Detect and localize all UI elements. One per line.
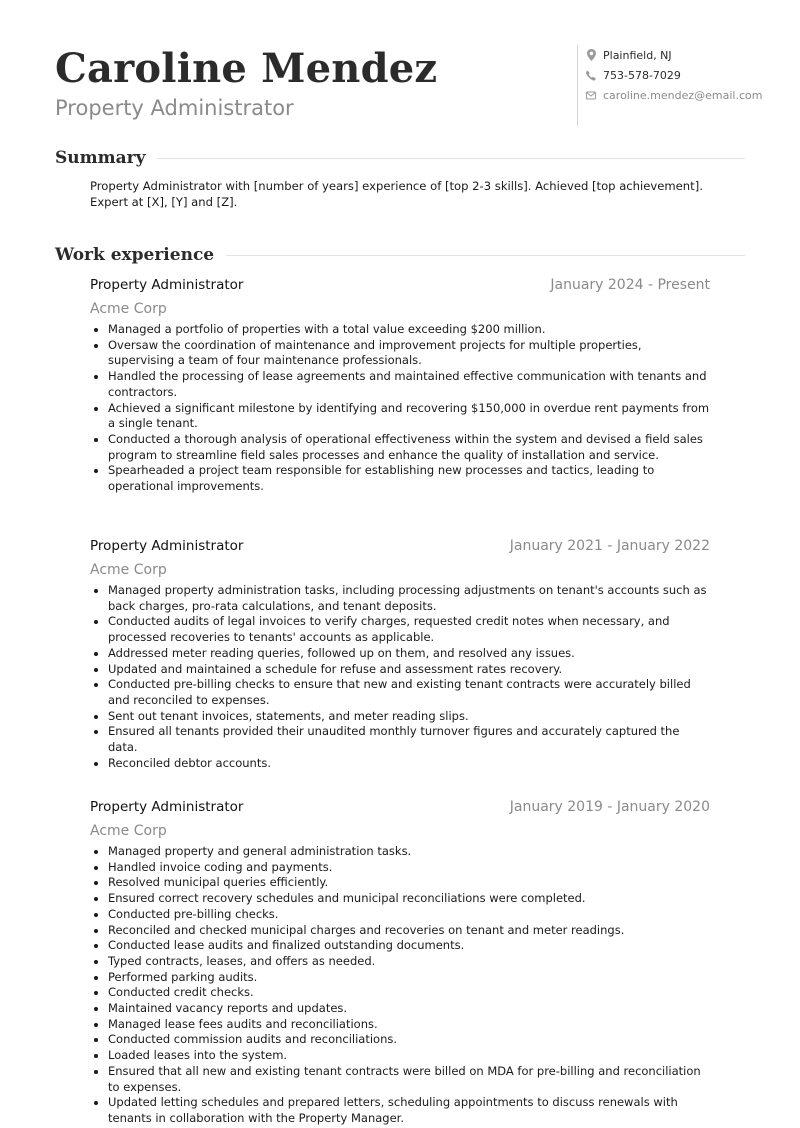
job-dates: January 2021 - January 2022 [509,538,710,554]
contact-email[interactable] [586,85,762,105]
job-title: Property Administrator [90,277,244,293]
job-entry [90,535,710,771]
phone-icon [586,69,596,81]
bullet-item: Handled the processing of lease agreements and maintained effective communication with tenants and contractors. [90,369,710,400]
experience-heading: Work experience [55,245,215,265]
section-divider [157,158,745,159]
bullet-item: Conducted commission audits and reconciliations. [90,1032,710,1048]
bullet-item: Conducted pre-billing checks. [90,907,710,923]
summary-section-header [55,147,745,169]
candidate-title: Property Administrator [55,96,294,120]
job-company: Acme Corp [90,301,167,317]
job-bullets [90,583,710,771]
contact-block [577,45,762,126]
section-divider [226,255,745,256]
experience-section-header [55,244,745,266]
bullet-item: Handled invoice coding and payments. [90,860,710,876]
bullet-item: Updated letting schedules and prepared letters, scheduling appointments to discuss renewals with tenants in collaboration with the Property Manager. [90,1095,710,1126]
summary-text: Property Administrator with [number of years] experience of [top 2-3 skills]. Achieved [top achievement]. Expert at [X], [Y] and [Z]. [90,179,703,209]
bullet-item: Managed a portfolio of properties with a total value exceeding $200 million. [90,322,710,338]
bullet-item: Managed lease fees audits and reconciliations. [90,1017,710,1033]
job-dates: January 2024 - Present [550,277,710,293]
bullet-item: Ensured that all new and existing tenant contracts were billed on MDA for pre-billing and reconciliation to expenses. [90,1064,710,1095]
bullet-item: Reconciled debtor accounts. [90,756,710,772]
bullet-item: Resolved municipal queries efficiently. [90,875,710,891]
bullet-item: Loaded leases into the system. [90,1048,710,1064]
job-bullets [90,322,710,495]
job-company: Acme Corp [90,823,167,839]
job-bullets [90,844,710,1127]
bullet-item: Achieved a significant milestone by identifying and recovering $150,000 in overdue rent payments from a single tenant. [90,401,710,432]
bullet-item: Oversaw the coordination of maintenance and improvement projects for multiple properties, supervising a team of four maintenance professionals. [90,338,710,369]
bullet-item: Sent out tenant invoices, statements, and meter reading slips. [90,709,710,725]
bullet-item: Spearheaded a project team responsible for establishing new processes and tactics, leading to operational improvements. [90,463,710,494]
map-pin-icon [586,49,596,61]
candidate-name: Caroline Mendez [55,45,438,92]
job-title: Property Administrator [90,538,244,554]
resume-header [55,42,555,122]
job-title: Property Administrator [90,799,244,815]
bullet-item: Conducted lease audits and finalized outstanding documents. [90,938,710,954]
job-entry [90,796,710,1127]
contact-phone [586,65,762,85]
bullet-item: Updated and maintained a schedule for refuse and assessment rates recovery. [90,662,710,678]
bullet-item: Conducted audits of legal invoices to verify charges, requested credit notes when necessary, and processed recoveries to tenants' accounts as applicable. [90,614,710,645]
envelope-icon [586,89,596,101]
summary-heading: Summary [55,148,146,168]
location-text: Plainfield, NJ [603,48,672,62]
email-link[interactable]: caroline.mendez@email.com [603,88,763,102]
bullet-item: Maintained vacancy reports and updates. [90,1001,710,1017]
job-company: Acme Corp [90,562,167,578]
contact-location [586,45,762,65]
bullet-item: Managed property administration tasks, including processing adjustments on tenant's accounts such as back charges, pro-rata calculations, and tenant deposits. [90,583,710,614]
bullet-item: Reconciled and checked municipal charges and recoveries on tenant and meter readings. [90,923,710,939]
bullet-item: Conducted a thorough analysis of operational effectiveness within the system and devised a field sales program to streamline field sales processes and enhance the quality of installation and service. [90,432,710,463]
bullet-item: Conducted credit checks. [90,985,710,1001]
bullet-item: Ensured correct recovery schedules and municipal reconciliations were completed. [90,891,710,907]
job-dates: January 2019 - January 2020 [509,799,710,815]
bullet-item: Addressed meter reading queries, followed up on them, and resolved any issues. [90,646,710,662]
bullet-item: Conducted pre-billing checks to ensure that new and existing tenant contracts were accurately billed and reconciled to expenses. [90,677,710,708]
job-entry [90,274,710,495]
bullet-item: Ensured all tenants provided their unaudited monthly turnover figures and accurately captured the data. [90,724,710,755]
bullet-item: Managed property and general administration tasks. [90,844,710,860]
phone-text: 753-578-7029 [603,68,681,82]
bullet-item: Performed parking audits. [90,970,710,986]
bullet-item: Typed contracts, leases, and offers as needed. [90,954,710,970]
